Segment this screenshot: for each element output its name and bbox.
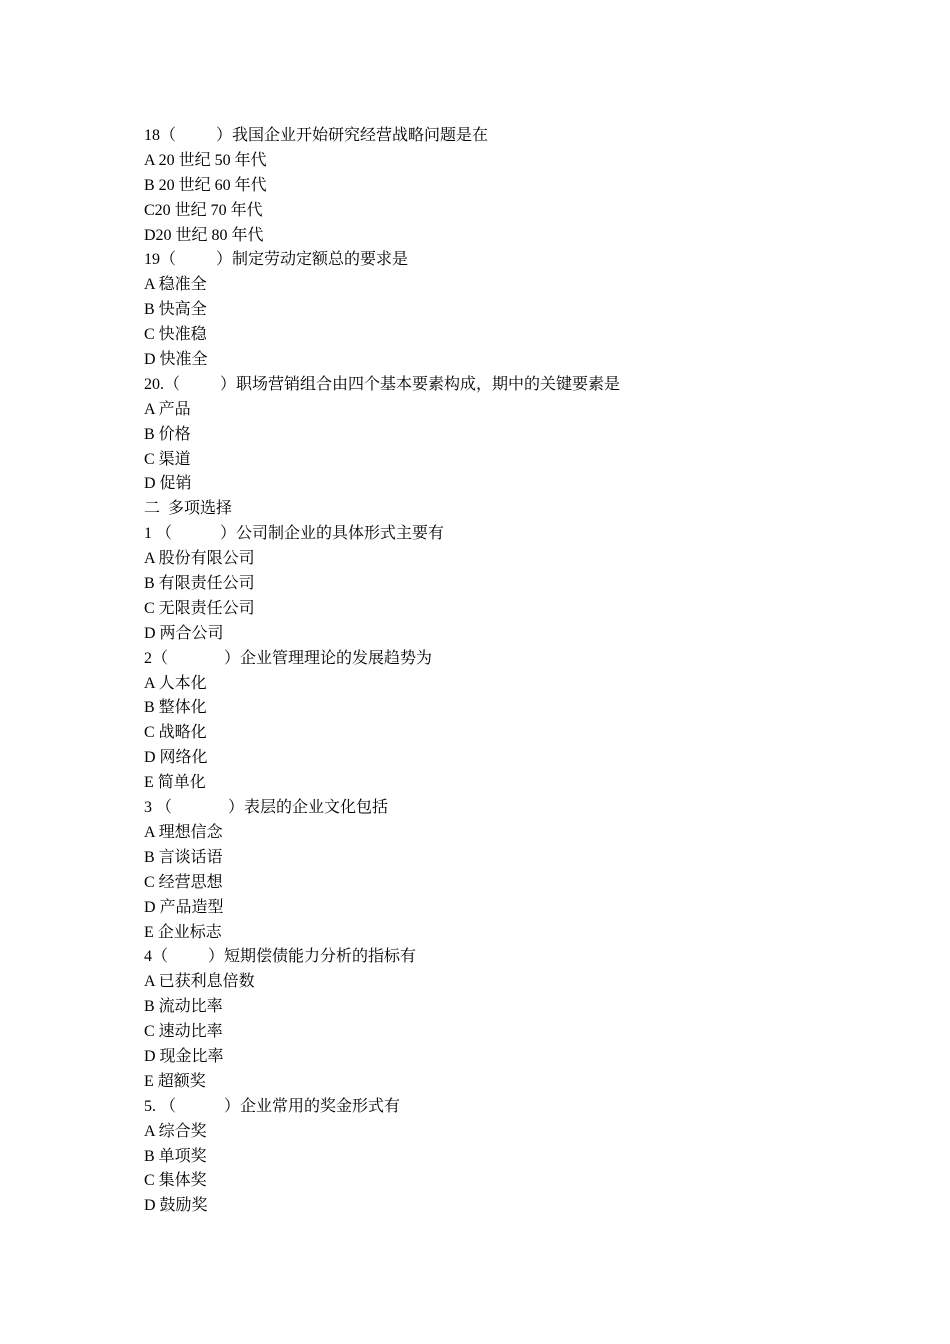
option-b: B 快高全 [144,301,207,319]
option-c: C 快准稳 [144,326,207,344]
option-b: B 整体化 [144,699,207,717]
option-b: B 言谈话语 [144,848,223,866]
document-content [144,124,844,1219]
question-18: 18（ ）我国企业开始研究经营战略问题是在 [144,127,489,144]
option-e: E 简单化 [144,774,206,792]
question-4: 4（ ）短期偿债能力分析的指标有 [144,948,417,966]
option-c: C 速动比率 [144,1023,223,1041]
option-d: D 网络化 [144,749,208,767]
section-heading: 二 多项选择 [144,500,233,518]
question-5: 5. （ ）企业常用的奖金形式有 [144,1097,401,1115]
option-a: A 20 世纪 50 年代 [144,151,267,169]
option-c: C 经营思想 [144,873,223,891]
option-d: D 现金比率 [144,1047,224,1065]
option-b: B 流动比率 [144,998,223,1016]
option-a: A 已获利息倍数 [144,973,255,991]
question-20: 20.（ ）职场营销组合由四个基本要素构成，期中的关键要素是 [144,375,621,393]
option-c: C 无限责任公司 [144,599,255,617]
option-c: C 集体奖 [144,1172,207,1190]
option-d: D20 世纪 80 年代 [144,226,264,244]
question-2: 2（ ）企业管理理论的发展趋势为 [144,649,433,667]
option-a: A 综合奖 [144,1122,207,1140]
option-c: C 渠道 [144,450,191,468]
option-c: C 战略化 [144,724,207,742]
option-a: A 稳准全 [144,276,207,294]
question-3: 3 （ ）表层的企业文化包括 [144,799,389,817]
option-d: D 产品造型 [144,898,224,916]
option-b: B 20 世纪 60 年代 [144,176,267,194]
question-1: 1 （ ）公司制企业的具体形式主要有 [144,525,445,543]
option-b: B 单项奖 [144,1147,207,1165]
option-a: A 产品 [144,400,191,418]
question-19: 19（ ）制定劳动定额总的要求是 [144,251,409,269]
option-a: A 理想信念 [144,823,223,841]
option-e: E 企业标志 [144,923,222,941]
option-a: A 人本化 [144,674,207,692]
option-c: C20 世纪 70 年代 [144,201,263,219]
option-d: D 促销 [144,475,192,493]
option-d: D 鼓励奖 [144,1197,208,1215]
option-b: B 有限责任公司 [144,575,255,593]
option-d: D 快准全 [144,351,208,369]
option-a: A 股份有限公司 [144,550,255,568]
option-d: D 两合公司 [144,624,224,642]
option-b: B 价格 [144,425,191,443]
option-e: E 超额奖 [144,1072,206,1090]
